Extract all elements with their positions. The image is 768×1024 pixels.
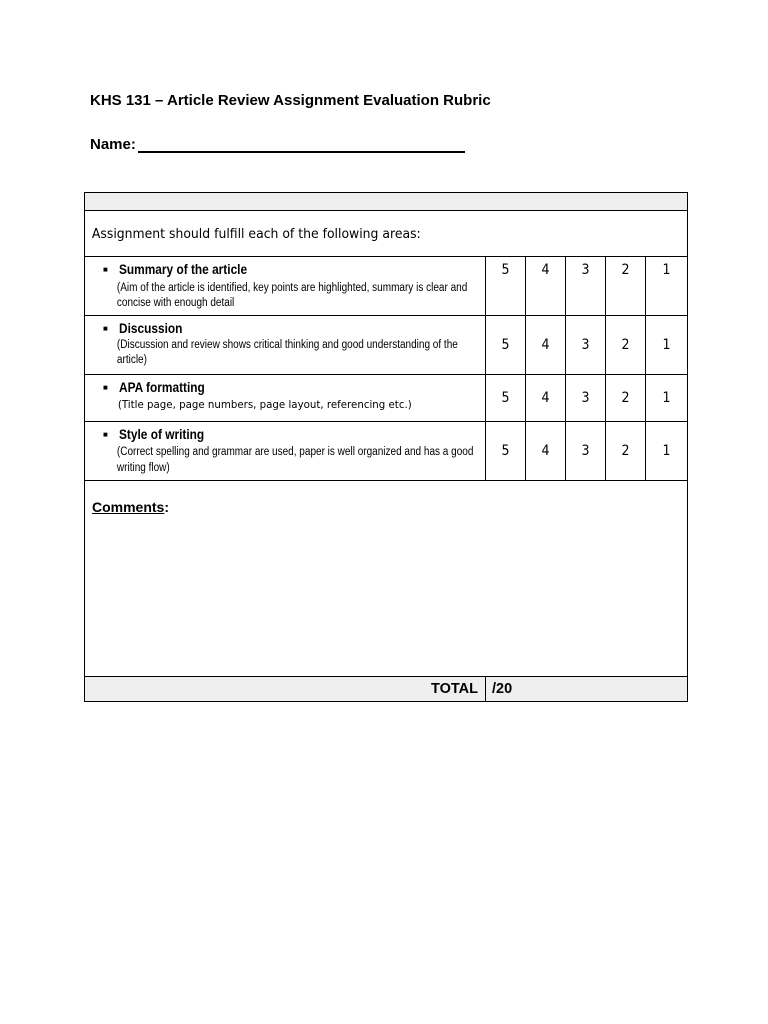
- criterion-row: [85, 257, 688, 316]
- criterion-description: (Aim of the article is identified, key points are highlighted, summary is clear and concise with enough detail: [116, 282, 468, 309]
- score-cell: 5: [486, 375, 526, 422]
- criterion-name: Style of writing: [119, 427, 205, 442]
- comments-row: [85, 481, 688, 677]
- criterion-description: (Discussion and review shows critical thinking and good understanding of the article): [116, 339, 458, 366]
- criterion-row: [85, 375, 688, 422]
- name-label: Name:: [90, 136, 136, 153]
- score-cell: 2: [606, 375, 646, 422]
- bullet-icon: ■: [103, 324, 108, 333]
- name-field-row: [90, 136, 465, 153]
- criterion-cell: [85, 257, 486, 316]
- total-row: [85, 677, 688, 702]
- criterion-description: (Title page, page numbers, page layout, referencing etc.): [117, 398, 412, 411]
- criterion-name: Discussion: [119, 321, 183, 336]
- bullet-icon: ■: [103, 430, 108, 439]
- name-blank-line: [138, 137, 465, 153]
- total-label: TOTAL: [85, 677, 486, 702]
- score-cell: 4: [526, 375, 566, 422]
- bullet-icon: ■: [103, 265, 108, 274]
- score-cell: 1: [646, 316, 688, 375]
- score-cell: 3: [566, 422, 606, 481]
- score-cell: 5: [486, 316, 526, 375]
- document-title: KHS 131 – Article Review Assignment Evaluation Rubric: [90, 92, 491, 109]
- bullet-icon: ■: [103, 383, 108, 392]
- criterion-name: Summary of the article: [119, 262, 248, 277]
- score-cell: 1: [646, 257, 688, 316]
- criterion-cell: [85, 316, 486, 375]
- score-cell: 4: [526, 316, 566, 375]
- score-cell: 3: [566, 316, 606, 375]
- criterion-cell: [85, 375, 486, 422]
- rubric-table: [84, 192, 688, 702]
- score-cell: 2: [606, 316, 646, 375]
- rubric-intro-row: [85, 211, 688, 257]
- total-value: /20: [486, 677, 688, 702]
- criterion-row: [85, 316, 688, 375]
- score-cell: 4: [526, 257, 566, 316]
- criterion-row: [85, 422, 688, 481]
- score-cell: 3: [566, 375, 606, 422]
- rubric-intro: Assignment should fulfill each of the following areas:: [85, 211, 640, 257]
- score-cell: 1: [646, 375, 688, 422]
- score-cell: 1: [646, 422, 688, 481]
- comments-cell: [85, 481, 688, 677]
- criterion-name: APA formatting: [119, 380, 205, 395]
- score-cell: 2: [606, 422, 646, 481]
- score-cell: 2: [606, 257, 646, 316]
- comments-label: Comments:: [92, 499, 170, 515]
- rubric-header-row: [85, 193, 688, 211]
- criterion-description: (Correct spelling and grammar are used, paper is well organized and has a good writing flow): [116, 446, 474, 474]
- score-cell: 4: [526, 422, 566, 481]
- score-cell: 5: [486, 257, 526, 316]
- criterion-cell: [85, 422, 486, 481]
- score-cell: 3: [566, 257, 606, 316]
- score-cell: 5: [486, 422, 526, 481]
